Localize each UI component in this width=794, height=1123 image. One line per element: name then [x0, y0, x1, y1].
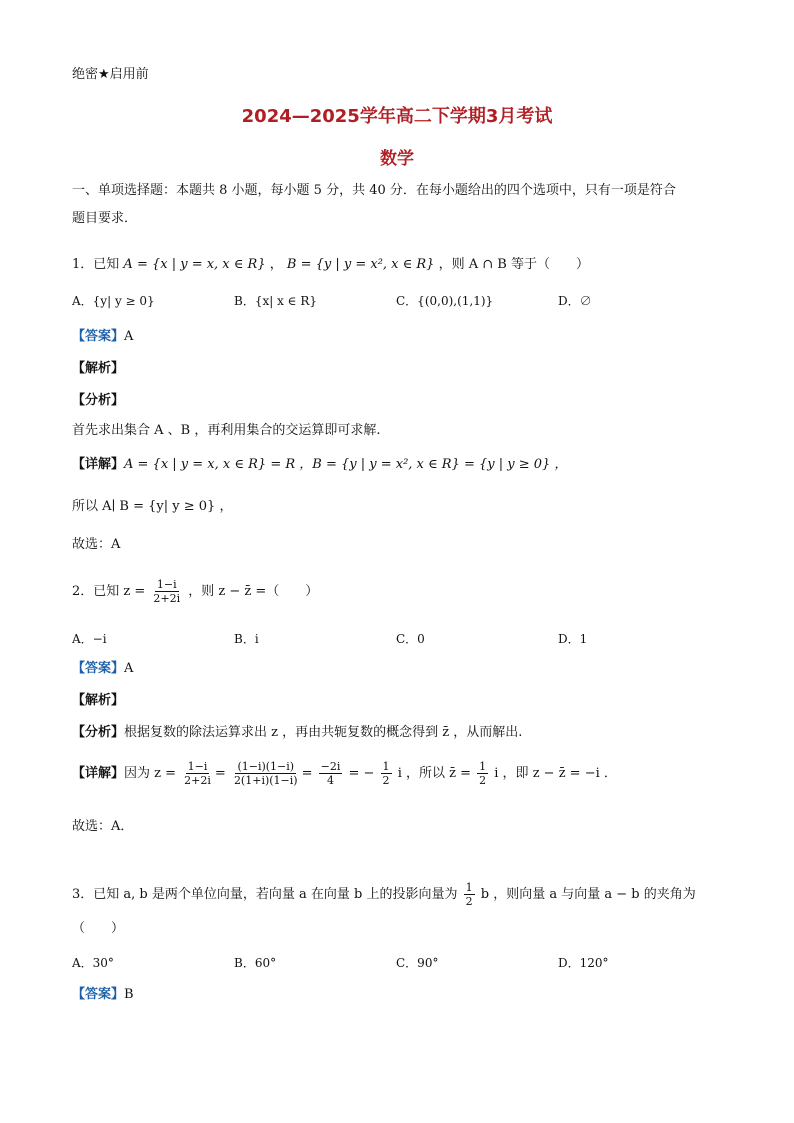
q2-fenxi-tag: 【分析】: [72, 725, 125, 740]
q2-detail-frac-1: [182, 760, 213, 787]
q3-answer-value: B: [124, 987, 134, 1002]
q1-detail-tag: 【详解】: [72, 457, 125, 472]
q3-option-b: B．60°: [234, 956, 277, 970]
q3-frac-den: 2: [465, 895, 473, 908]
q1-fenxi-label: [72, 392, 124, 410]
q1-answer: [72, 328, 133, 346]
q1-fenxi-text: 首先求出集合 A 、B ，再利用集合的交运算即可求解.: [72, 423, 381, 438]
q3-stem-b: b ，则向量 a 与向量 a − b 的夹角为: [480, 887, 696, 902]
q2-analysis-label: [72, 692, 124, 710]
q3-frac-num: 1: [465, 881, 473, 894]
q1-detail-2: 所以 A∣ B = {y| y ≥ 0} ，: [72, 499, 233, 514]
q1-analysis-tag: 【解析】: [72, 361, 125, 376]
q1-detail-text: A = {x | y = x, x ∈ R} = R ，B = {y | y = x², x ∈ R} = {y | y ≥ 0} ，: [124, 457, 568, 472]
q2-f5-den: 2: [479, 774, 487, 787]
q1-stem-suffix: ，则 A ∩ B 等于（ ）: [438, 257, 589, 272]
q1-option-b: B．{x| x ∈ R}: [234, 294, 318, 308]
q2-detail-frac-5: [477, 760, 488, 787]
q2-f2-den: 2(1+i)(1−i): [233, 774, 298, 787]
q2-answer: [72, 660, 133, 678]
q2-fenxi-text: 根据复数的除法运算求出 z ，再由共轭复数的概念得到 z̄ ，从而解出.: [124, 725, 523, 740]
exam-title: 2024—2025学年高二下学期3月考试: [241, 106, 553, 127]
secret-mark: 绝密★启用前: [72, 67, 149, 82]
q2-eq-mid: = −: [348, 766, 375, 781]
q2-option-b: B．i: [234, 632, 259, 646]
q1-option-c: C．{(0,0),(1,1)}: [396, 294, 494, 308]
q1-set-a: A = {x | y = x, x ∈ R}: [123, 257, 266, 272]
q2-fenxi: [72, 724, 522, 742]
q2-choose: 故选：A．: [72, 819, 134, 834]
q2-detail-mid: i ，所以 z̄ =: [397, 766, 471, 781]
q2-detail-tag: 【详解】: [72, 766, 125, 781]
q3-fraction: [464, 881, 475, 908]
section-intro-line2: 题目要求．: [72, 211, 138, 226]
q1-choose: 故选：A: [72, 537, 121, 552]
q2-detail-frac-2: [232, 760, 300, 787]
subject-title: 数学: [380, 149, 414, 169]
q2-f1-den: 2+2i: [184, 774, 211, 787]
q3-option-c: C．90°: [396, 956, 439, 970]
q2-fraction: [151, 578, 182, 605]
q2-detail-frac-3: [319, 760, 343, 787]
q2-f3-den: 4: [326, 774, 334, 787]
q2-answer-label: 【答案】: [72, 661, 125, 676]
q2-f4-den: 2: [382, 774, 390, 787]
q2-option-c: C．0: [396, 632, 425, 646]
q1-comma: ，: [269, 257, 283, 272]
q3-stem-a: 3．已知 a, b 是两个单位向量，若向量 a 在向量 b 上的投影向量为: [72, 887, 458, 902]
q2-f4-num: 1: [382, 760, 390, 773]
q1-option-d: D．∅: [558, 294, 592, 308]
q3-stem-line1: [72, 880, 696, 910]
q2-detail-prefix: 因为 z =: [124, 766, 177, 781]
q1-fenxi-tag: 【分析】: [72, 393, 125, 408]
q3-option-d: D．120°: [558, 956, 609, 970]
q2-detail-end: i ，即 z − z̄ = −i ．: [494, 766, 617, 781]
q2-f5-num: 1: [479, 760, 487, 773]
q2-f2-num: (1−i)(1−i): [237, 760, 295, 773]
q3-option-a: A．30°: [72, 956, 114, 970]
q2-frac-den: 2+2i: [153, 592, 181, 605]
q2-option-d: D．1: [558, 632, 588, 646]
q1-detail: [72, 456, 567, 474]
q2-stem-prefix: 2．已知 z =: [72, 584, 146, 599]
q1-option-a: A．{y| y ≥ 0}: [72, 294, 155, 308]
q1-answer-value: A: [124, 329, 134, 344]
q1-answer-label: 【答案】: [72, 329, 125, 344]
q2-option-a: A．−i: [72, 632, 107, 646]
q1-stem-prefix: 1．已知: [72, 257, 120, 272]
q2-f1-num: 1−i: [187, 760, 208, 773]
q3-stem-line2: （ ）: [72, 921, 125, 936]
q2-answer-value: A: [124, 661, 134, 676]
section-intro-line1: 一、单项选择题：本题共 8 小题，每小题 5 分，共 40 分．在每小题给出的四个选项中，只有一项是符合: [72, 183, 676, 198]
q2-analysis-tag: 【解析】: [72, 693, 125, 708]
q1-set-b: B = {y | y = x², x ∈ R}: [286, 257, 435, 272]
q2-f3-num: −2i: [320, 760, 341, 773]
q1-stem: [72, 256, 589, 274]
q2-detail: 【详解】因为 z = $\frac{1-i}{2+2i}$ = $\frac{(1-i)(1-i)}{2(1+i)(1-i)}$ = $\frac{-2i}{4}$ = − $\frac{1}{2}$ i ，所以 z̄ = $\frac{1}{2}$ i ，即 z − z̄ = −i ．: [72, 760, 617, 787]
q3-answer-label: 【答案】: [72, 987, 125, 1002]
q2-frac-num: 1−i: [156, 578, 177, 591]
q3-answer: [72, 986, 134, 1004]
q2-detail-frac-4: [381, 760, 392, 787]
q2-stem-suffix: ，则 z − z̄ =（ ）: [188, 584, 319, 599]
q1-analysis-label: [72, 360, 124, 378]
q2-stem: [72, 578, 318, 606]
